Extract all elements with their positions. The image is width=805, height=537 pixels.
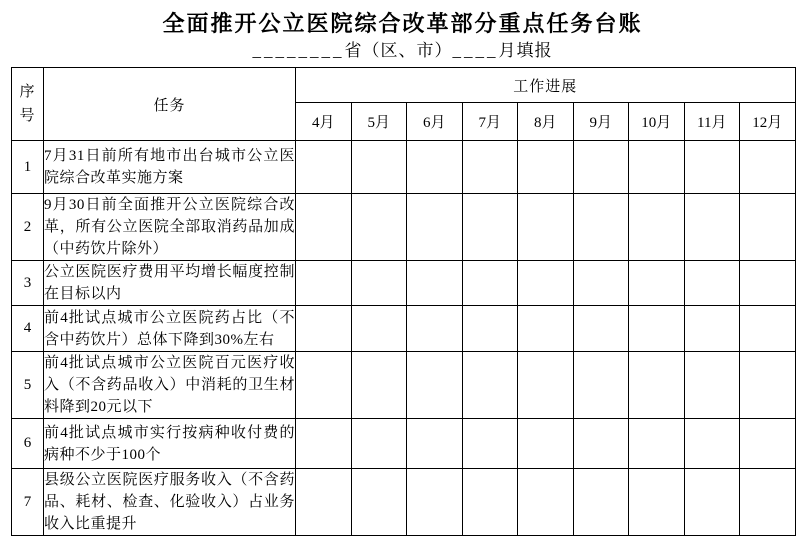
progress-cell <box>296 419 352 469</box>
progress-cell <box>407 352 463 419</box>
progress-cell <box>684 194 740 261</box>
progress-cell <box>629 306 685 352</box>
table-row <box>12 469 796 536</box>
progress-cell <box>518 352 574 419</box>
row-serial: 7 <box>12 469 44 536</box>
progress-cell <box>296 141 352 194</box>
progress-cell <box>684 352 740 419</box>
header-task: 任务 <box>44 68 296 141</box>
progress-cell <box>573 419 629 469</box>
progress-cell <box>407 194 463 261</box>
progress-cell <box>740 261 796 306</box>
header-work-progress: 工作进展 <box>296 68 796 103</box>
task-text: 9月30日前全面推开公立医院综合改革，所有公立医院全部取消药品加成（中药饮片除外） <box>44 194 296 261</box>
header-month-apr: 4月 <box>296 103 352 141</box>
table-row <box>12 194 796 261</box>
progress-cell <box>462 261 518 306</box>
table-row <box>12 141 796 194</box>
progress-cell <box>629 419 685 469</box>
progress-cell <box>296 352 352 419</box>
progress-cell <box>351 352 407 419</box>
progress-cell <box>351 261 407 306</box>
progress-cell <box>407 469 463 536</box>
progress-cell <box>462 469 518 536</box>
progress-cell <box>296 306 352 352</box>
progress-cell <box>684 261 740 306</box>
progress-cell <box>462 306 518 352</box>
task-text: 前4批试点城市公立医院药占比（不含中药饮片）总体下降到30%左右 <box>44 306 296 352</box>
table-row <box>12 419 796 469</box>
progress-cell <box>518 419 574 469</box>
header-month-dec: 12月 <box>740 103 796 141</box>
task-ledger-table <box>11 67 796 536</box>
progress-cell <box>684 469 740 536</box>
progress-cell <box>740 141 796 194</box>
progress-cell <box>351 306 407 352</box>
province-label: 省（区、市） <box>344 41 453 60</box>
progress-cell <box>629 194 685 261</box>
progress-cell <box>518 261 574 306</box>
progress-cell <box>684 419 740 469</box>
header-month-sep: 9月 <box>573 103 629 141</box>
table-row <box>12 352 796 419</box>
progress-cell <box>462 352 518 419</box>
task-text: 前4批试点城市公立医院百元医疗收入（不含药品收入）中消耗的卫生材料降到20元以下 <box>44 352 296 419</box>
month-blank-line: ____ <box>452 41 499 60</box>
progress-cell <box>462 419 518 469</box>
progress-cell <box>573 469 629 536</box>
progress-cell <box>740 352 796 419</box>
task-text: 县级公立医院医疗服务收入（不含药品、耗材、检查、化验收入）占业务收入比重提升 <box>44 469 296 536</box>
progress-cell <box>518 194 574 261</box>
progress-cell <box>296 194 352 261</box>
task-text: 前4批试点城市实行按病种收付费的病种不少于100个 <box>44 419 296 469</box>
progress-cell <box>684 141 740 194</box>
row-serial: 6 <box>12 419 44 469</box>
progress-cell <box>573 261 629 306</box>
progress-cell <box>740 306 796 352</box>
header-month-jul: 7月 <box>462 103 518 141</box>
progress-cell <box>407 306 463 352</box>
progress-cell <box>629 352 685 419</box>
header-serial-number: 序号 <box>12 68 44 141</box>
progress-cell <box>629 141 685 194</box>
task-text: 公立医院医疗费用平均增长幅度控制在目标以内 <box>44 261 296 306</box>
table-row <box>12 261 796 306</box>
progress-cell <box>407 141 463 194</box>
progress-cell <box>351 194 407 261</box>
province-blank-line: ________ <box>252 41 345 60</box>
progress-cell <box>629 261 685 306</box>
progress-cell <box>740 419 796 469</box>
progress-cell <box>629 469 685 536</box>
header-month-may: 5月 <box>351 103 407 141</box>
progress-cell <box>573 141 629 194</box>
progress-cell <box>518 141 574 194</box>
progress-cell <box>351 419 407 469</box>
row-serial: 5 <box>12 352 44 419</box>
progress-cell <box>407 261 463 306</box>
header-month-nov: 11月 <box>684 103 740 141</box>
progress-cell <box>351 141 407 194</box>
progress-cell <box>296 469 352 536</box>
header-month-aug: 8月 <box>518 103 574 141</box>
task-text: 7月31日前所有地市出台城市公立医院综合改革实施方案 <box>44 141 296 194</box>
progress-cell <box>740 194 796 261</box>
header-month-oct: 10月 <box>629 103 685 141</box>
progress-cell <box>462 194 518 261</box>
progress-cell <box>573 306 629 352</box>
progress-cell <box>518 469 574 536</box>
table-row <box>12 306 796 352</box>
progress-cell <box>740 469 796 536</box>
document-subtitle <box>0 40 805 62</box>
progress-cell <box>407 419 463 469</box>
month-report-label: 月填报 <box>498 41 553 60</box>
progress-cell <box>573 194 629 261</box>
progress-cell <box>462 141 518 194</box>
row-serial: 3 <box>12 261 44 306</box>
row-serial: 1 <box>12 141 44 194</box>
progress-cell <box>518 306 574 352</box>
progress-cell <box>573 352 629 419</box>
header-month-jun: 6月 <box>407 103 463 141</box>
row-serial: 4 <box>12 306 44 352</box>
progress-cell <box>684 306 740 352</box>
progress-cell <box>351 469 407 536</box>
progress-cell <box>296 261 352 306</box>
row-serial: 2 <box>12 194 44 261</box>
document-title: 全面推开公立医院综合改革部分重点任务台账 <box>162 11 643 36</box>
